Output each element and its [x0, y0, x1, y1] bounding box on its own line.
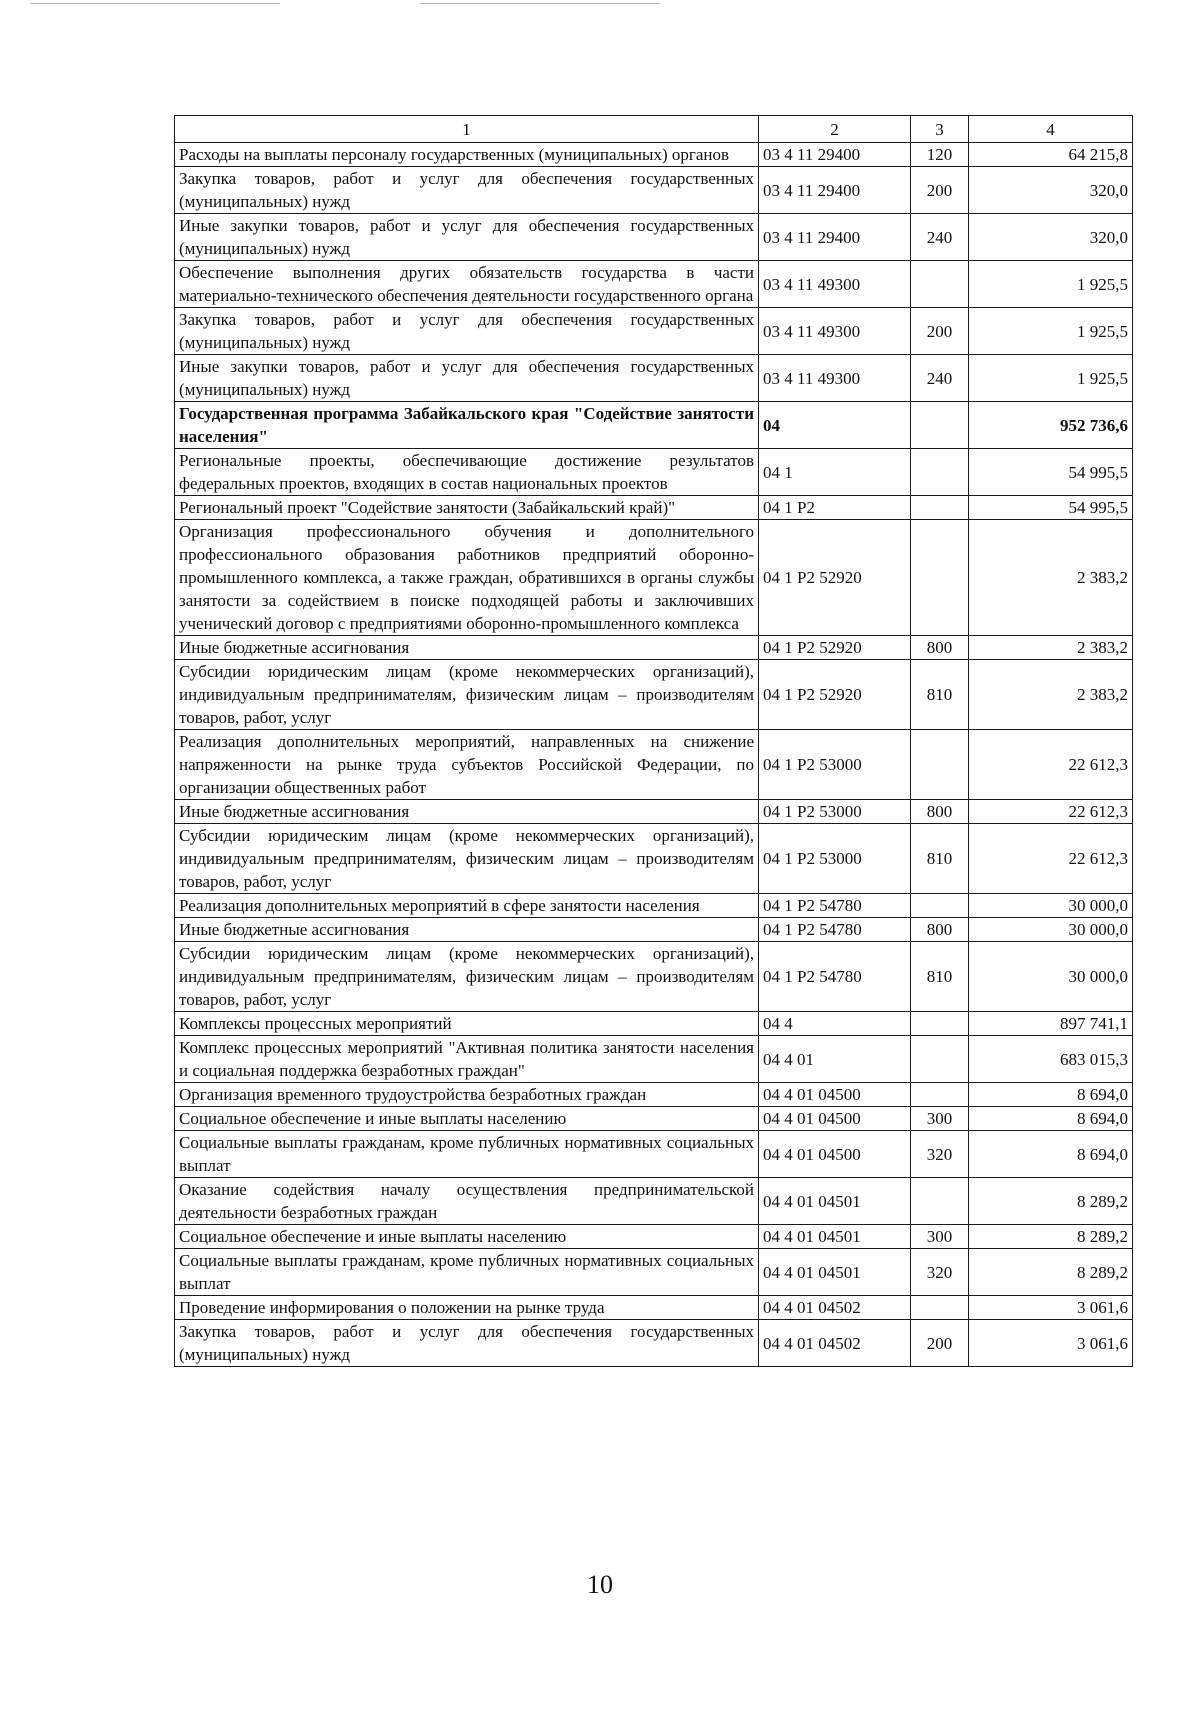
table-row	[175, 355, 1133, 402]
table-row	[175, 1225, 1133, 1249]
row-expense-type-cell: 810	[911, 660, 969, 730]
row-expense-type-cell: 800	[911, 636, 969, 660]
row-expense-type-cell	[911, 1178, 969, 1225]
row-amount-cell: 30 000,0	[969, 894, 1133, 918]
row-expense-type-cell: 200	[911, 308, 969, 355]
table-header	[175, 116, 1133, 143]
table-row	[175, 1296, 1133, 1320]
row-expense-type-cell	[911, 1083, 969, 1107]
row-name-cell: Закупка товаров, работ и услуг для обеспечения государственных (муниципальных) нужд	[175, 308, 759, 355]
table-row	[175, 1083, 1133, 1107]
table-row	[175, 636, 1133, 660]
row-amount-cell: 2 383,2	[969, 636, 1133, 660]
row-code-cell: 04 4 01 04500	[759, 1131, 911, 1178]
row-expense-type-cell: 200	[911, 1320, 969, 1367]
table-row	[175, 1012, 1133, 1036]
table-row	[175, 824, 1133, 894]
row-name-cell: Иные бюджетные ассигнования	[175, 636, 759, 660]
row-amount-cell: 1 925,5	[969, 308, 1133, 355]
row-amount-cell: 8 694,0	[969, 1083, 1133, 1107]
table-row	[175, 402, 1133, 449]
row-amount-cell: 952 736,6	[969, 402, 1133, 449]
row-code-cell: 04 1 Р2 52920	[759, 520, 911, 636]
row-name-cell: Иные бюджетные ассигнования	[175, 800, 759, 824]
table-row	[175, 1249, 1133, 1296]
table-row	[175, 1178, 1133, 1225]
page-number: 10	[587, 1570, 613, 1599]
row-code-cell: 03 4 11 49300	[759, 355, 911, 402]
row-name-cell: Иные закупки товаров, работ и услуг для обеспечения государственных (муниципальных) нужд	[175, 355, 759, 402]
table-row	[175, 214, 1133, 261]
row-name-cell: Организация профессионального обучения и дополнительного профессионального образования работников предприятий оборонно-промышленного комплекса, а также граждан, обратившихся в органы службы занятости за содействием в поиске подходящей работы и заключивших ученический договор с предприятиями оборонно-промышленного комплекса	[175, 520, 759, 636]
row-name-cell: Субсидии юридическим лицам (кроме некоммерческих организаций), индивидуальным предпринимателям, физическим лицам – производителям товаров, работ, услуг	[175, 942, 759, 1012]
table-row	[175, 1107, 1133, 1131]
table-row	[175, 918, 1133, 942]
row-expense-type-cell	[911, 1036, 969, 1083]
row-expense-type-cell: 810	[911, 942, 969, 1012]
row-amount-cell: 8 289,2	[969, 1249, 1133, 1296]
scan-artifact-line	[420, 3, 660, 4]
row-code-cell: 03 4 11 29400	[759, 167, 911, 214]
table-body	[175, 143, 1133, 1367]
table-row	[175, 942, 1133, 1012]
row-code-cell: 04 4	[759, 1012, 911, 1036]
row-name-cell: Социальные выплаты гражданам, кроме публичных нормативных социальных выплат	[175, 1249, 759, 1296]
row-name-cell: Социальные выплаты гражданам, кроме публичных нормативных социальных выплат	[175, 1131, 759, 1178]
table-row	[175, 894, 1133, 918]
row-amount-cell: 54 995,5	[969, 449, 1133, 496]
row-name-cell: Региональный проект "Содействие занятости (Забайкальский край)"	[175, 496, 759, 520]
row-amount-cell: 3 061,6	[969, 1320, 1133, 1367]
row-amount-cell: 320,0	[969, 214, 1133, 261]
row-expense-type-cell: 320	[911, 1131, 969, 1178]
table-row	[175, 496, 1133, 520]
row-code-cell: 04 1 Р2 54780	[759, 894, 911, 918]
row-code-cell: 04	[759, 402, 911, 449]
row-code-cell: 04 1 Р2	[759, 496, 911, 520]
row-code-cell: 04 1 Р2 54780	[759, 918, 911, 942]
row-code-cell: 04 1	[759, 449, 911, 496]
scan-artifact-line	[30, 3, 280, 4]
row-name-cell: Социальное обеспечение и иные выплаты населению	[175, 1107, 759, 1131]
row-name-cell: Социальное обеспечение и иные выплаты населению	[175, 1225, 759, 1249]
row-expense-type-cell: 810	[911, 824, 969, 894]
row-expense-type-cell	[911, 894, 969, 918]
row-expense-type-cell	[911, 449, 969, 496]
row-amount-cell: 22 612,3	[969, 824, 1133, 894]
row-amount-cell: 3 061,6	[969, 1296, 1133, 1320]
row-name-cell: Комплекс процессных мероприятий "Активная политика занятости населения и социальная поддержка безработных граждан"	[175, 1036, 759, 1083]
row-amount-cell: 8 694,0	[969, 1107, 1133, 1131]
row-amount-cell: 8 694,0	[969, 1131, 1133, 1178]
row-amount-cell: 64 215,8	[969, 143, 1133, 167]
row-amount-cell: 30 000,0	[969, 942, 1133, 1012]
row-name-cell: Проведение информирования о положении на рынке труда	[175, 1296, 759, 1320]
row-code-cell: 04 1 Р2 54780	[759, 942, 911, 1012]
row-amount-cell: 22 612,3	[969, 730, 1133, 800]
row-expense-type-cell: 300	[911, 1225, 969, 1249]
row-name-cell: Реализация дополнительных мероприятий, направленных на снижение напряженности на рынке труда субъектов Российской Федерации, по организации общественных работ	[175, 730, 759, 800]
table-row	[175, 167, 1133, 214]
row-code-cell: 04 1 Р2 52920	[759, 660, 911, 730]
row-code-cell: 03 4 11 49300	[759, 261, 911, 308]
row-amount-cell: 897 741,1	[969, 1012, 1133, 1036]
table-row	[175, 730, 1133, 800]
header-col-4: 4	[969, 116, 1133, 143]
row-code-cell: 04 4 01	[759, 1036, 911, 1083]
row-expense-type-cell	[911, 496, 969, 520]
row-expense-type-cell	[911, 1296, 969, 1320]
row-name-cell: Оказание содействия началу осуществления предпринимательской деятельности безработных граждан	[175, 1178, 759, 1225]
row-amount-cell: 1 925,5	[969, 261, 1133, 308]
row-code-cell: 03 4 11 29400	[759, 143, 911, 167]
table-row	[175, 143, 1133, 167]
row-name-cell: Закупка товаров, работ и услуг для обеспечения государственных (муниципальных) нужд	[175, 167, 759, 214]
row-expense-type-cell: 320	[911, 1249, 969, 1296]
row-code-cell: 04 1 Р2 53000	[759, 824, 911, 894]
row-amount-cell: 683 015,3	[969, 1036, 1133, 1083]
row-name-cell: Иные бюджетные ассигнования	[175, 918, 759, 942]
table-row	[175, 1131, 1133, 1178]
row-amount-cell: 54 995,5	[969, 496, 1133, 520]
row-code-cell: 04 1 Р2 53000	[759, 800, 911, 824]
table-row	[175, 1036, 1133, 1083]
row-code-cell: 04 4 01 04502	[759, 1296, 911, 1320]
row-name-cell: Комплексы процессных мероприятий	[175, 1012, 759, 1036]
row-code-cell: 04 1 Р2 53000	[759, 730, 911, 800]
row-expense-type-cell	[911, 261, 969, 308]
row-expense-type-cell	[911, 1012, 969, 1036]
row-amount-cell: 8 289,2	[969, 1225, 1133, 1249]
row-expense-type-cell	[911, 520, 969, 636]
row-name-cell: Государственная программа Забайкальского края "Содействие занятости населения"	[175, 402, 759, 449]
row-expense-type-cell: 300	[911, 1107, 969, 1131]
header-col-3: 3	[911, 116, 969, 143]
row-code-cell: 04 4 01 04501	[759, 1225, 911, 1249]
row-expense-type-cell: 800	[911, 918, 969, 942]
row-code-cell: 04 4 01 04501	[759, 1178, 911, 1225]
row-amount-cell: 2 383,2	[969, 660, 1133, 730]
row-amount-cell: 8 289,2	[969, 1178, 1133, 1225]
row-name-cell: Закупка товаров, работ и услуг для обеспечения государственных (муниципальных) нужд	[175, 1320, 759, 1367]
row-name-cell: Обеспечение выполнения других обязательств государства в части материально-технического обеспечения деятельности государственного органа	[175, 261, 759, 308]
row-name-cell: Расходы на выплаты персоналу государственных (муниципальных) органов	[175, 143, 759, 167]
header-row	[175, 116, 1133, 143]
row-name-cell: Иные закупки товаров, работ и услуг для обеспечения государственных (муниципальных) нужд	[175, 214, 759, 261]
row-code-cell: 04 1 Р2 52920	[759, 636, 911, 660]
table-row	[175, 308, 1133, 355]
row-name-cell: Субсидии юридическим лицам (кроме некоммерческих организаций), индивидуальным предпринимателям, физическим лицам – производителям товаров, работ, услуг	[175, 660, 759, 730]
row-name-cell: Реализация дополнительных мероприятий в сфере занятости населения	[175, 894, 759, 918]
table-row	[175, 1320, 1133, 1367]
row-expense-type-cell: 240	[911, 214, 969, 261]
row-expense-type-cell: 120	[911, 143, 969, 167]
row-name-cell: Субсидии юридическим лицам (кроме некоммерческих организаций), индивидуальным предпринимателям, физическим лицам – производителям товаров, работ, услуг	[175, 824, 759, 894]
row-code-cell: 04 4 01 04502	[759, 1320, 911, 1367]
row-amount-cell: 30 000,0	[969, 918, 1133, 942]
header-col-2: 2	[759, 116, 911, 143]
row-expense-type-cell: 240	[911, 355, 969, 402]
table-row	[175, 449, 1133, 496]
row-expense-type-cell	[911, 402, 969, 449]
budget-table	[174, 115, 1133, 1367]
row-expense-type-cell	[911, 730, 969, 800]
row-name-cell: Региональные проекты, обеспечивающие достижение результатов федеральных проектов, входящих в состав национальных проектов	[175, 449, 759, 496]
row-code-cell: 04 4 01 04500	[759, 1083, 911, 1107]
row-expense-type-cell: 200	[911, 167, 969, 214]
row-amount-cell: 320,0	[969, 167, 1133, 214]
table-row	[175, 800, 1133, 824]
row-amount-cell: 2 383,2	[969, 520, 1133, 636]
row-code-cell: 04 4 01 04501	[759, 1249, 911, 1296]
row-amount-cell: 1 925,5	[969, 355, 1133, 402]
table-row	[175, 520, 1133, 636]
row-expense-type-cell: 800	[911, 800, 969, 824]
header-col-1: 1	[175, 116, 759, 143]
row-amount-cell: 22 612,3	[969, 800, 1133, 824]
row-code-cell: 03 4 11 29400	[759, 214, 911, 261]
table-row	[175, 660, 1133, 730]
table-row	[175, 261, 1133, 308]
row-name-cell: Организация временного трудоустройства безработных граждан	[175, 1083, 759, 1107]
row-code-cell: 04 4 01 04500	[759, 1107, 911, 1131]
row-code-cell: 03 4 11 49300	[759, 308, 911, 355]
